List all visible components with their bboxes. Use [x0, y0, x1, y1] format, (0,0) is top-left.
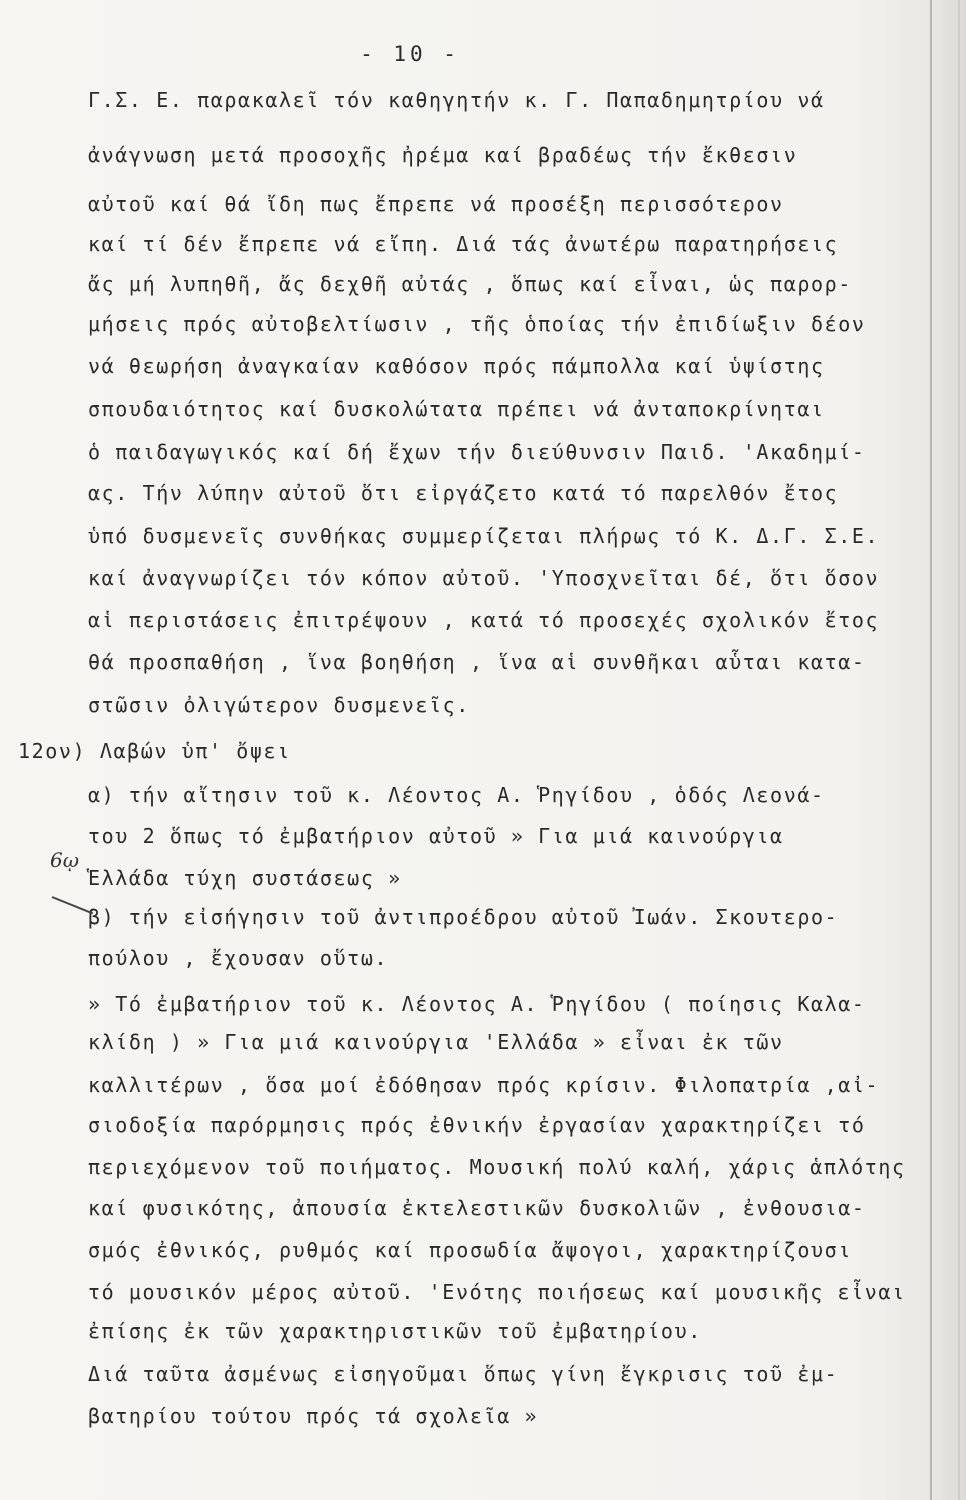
- text-line: του 2 ὅπως τό ἐμβατήριον αὐτοῦ » Για μιά καινούργια: [88, 824, 784, 848]
- text-line: Διά ταῦτα ἀσμένως εἰσηγοῦμαι ὅπως γίνη ἔγκρισις τοῦ ἐμ-: [88, 1362, 839, 1386]
- text-line: νά θεωρήση ἀναγκαίαν καθόσον πρός πάμπολλα καί ὑψίστης: [88, 354, 825, 378]
- text-line: » Τό ἐμβατήριον τοῦ κ. Λέοντος Α. Ῥηγίδου ( ποίησις Καλα-: [88, 992, 866, 1016]
- text-line: καί φυσικότης, ἀπουσία ἐκτελεστικῶν δυσκολιῶν , ἐνθουσια-: [88, 1196, 866, 1220]
- text-line: ἀνάγνωση μετά προσοχῆς ἠρέμα καί βραδέως τήν ἔκθεσιν: [88, 143, 798, 167]
- page-number: - 10 -: [360, 42, 460, 66]
- text-line: καί ἀναγνωρίζει τόν κόπον αὐτοῦ. 'Υποσχνεῖται δέ, ὅτι ὅσον: [88, 566, 880, 590]
- text-line: θά προσπαθήση , ἵνα βοηθήση , ἵνα αἱ συνθῆκαι αὗται κατα-: [88, 650, 866, 674]
- text-line: σιοδοξία παρόρμησις πρός ἐθνικήν ἐργασίαν χαρακτηρίζει τό: [88, 1113, 866, 1137]
- text-line: αὐτοῦ καί θά ἴδη πως ἔπρεπε νά προσέξη περισσότερον: [88, 192, 784, 216]
- text-line: αἱ περιστάσεις ἐπιτρέψουν , κατά τό προσεχές σχολικόν ἔτος: [88, 608, 880, 632]
- section-heading: 12ον) Λαβών ὑπ' ὄψει: [18, 739, 291, 763]
- text-line: ας. Τήν λύπην αὐτοῦ ὅτι εἰργάζετο κατά τό παρελθόν ἔτος: [88, 481, 839, 505]
- text-line: Γ.Σ. Ε. παρακαλεῖ τόν καθηγητήν κ. Γ. Παπαδημητρίου νά: [88, 88, 825, 112]
- text-line: τό μουσικόν μέρος αὐτοῦ. 'Ενότης ποιήσεως καί μουσικῆς εἶναι: [88, 1280, 906, 1304]
- text-line: μήσεις πρός αὐτοβελτίωσιν , τῆς ὁποίας τήν ἐπιδίωξιν δέον: [88, 312, 866, 336]
- handwritten-margin-note: 6ῳ: [50, 848, 80, 872]
- text-line: κλίδη ) » Για μιά καινούργια 'Ελλάδα » εἶναι ἐκ τῶν: [88, 1030, 784, 1054]
- text-line: ἐπίσης ἐκ τῶν χαρακτηριστικῶν τοῦ ἐμβατηρίου.: [88, 1319, 702, 1343]
- page-edge-right: [958, 0, 960, 1500]
- text-line: καί τί δέν ἔπρεπε νά εἴπη. Διά τάς ἀνωτέρω παρατηρήσεις: [88, 232, 839, 256]
- text-line: καλλιτέρων , ὅσα μοί ἐδόθησαν πρός κρίσιν. Φιλοπατρία ,αἰ-: [88, 1073, 880, 1097]
- text-line: σμός ἐθνικός, ρυθμός καί προσωδία ἄψογοι, χαρακτηρίζουσι: [88, 1238, 852, 1262]
- text-line: ὁ παιδαγωγικός καί δή ἔχων τήν διεύθυνσιν Παιδ. 'Ακαδημί-: [88, 440, 866, 464]
- text-line: σπουδαιότητος καί δυσκολώτατα πρέπει νά ἀνταποκρίνηται: [88, 397, 825, 421]
- text-line: περιεχόμενον τοῦ ποιήματος. Μουσική πολύ καλή, χάρις ἁπλότης: [88, 1155, 906, 1179]
- text-line: πούλου , ἔχουσαν οὕτω.: [88, 946, 389, 970]
- text-line: Ἑλλάδα τύχη συστάσεως »: [88, 866, 402, 890]
- handwritten-stroke: [52, 896, 94, 914]
- page-edge-shadow: [930, 0, 932, 1500]
- text-line: ὑπό δυσμενεῖς συνθήκας συμμερίζεται πλήρως τό Κ. Δ.Γ. Σ.Ε.: [88, 524, 880, 548]
- text-line: α) τήν αἴτησιν τοῦ κ. Λέοντος Α. Ῥηγίδου , ὁδός Λεονά-: [88, 783, 825, 807]
- text-line: στῶσιν ὀλιγώτερον δυσμενεῖς.: [88, 693, 470, 717]
- text-line: β) τήν εἰσήγησιν τοῦ ἀντιπροέδρου αὐτοῦ Ἰωάν. Σκουτερο-: [88, 905, 839, 929]
- text-line: βατηρίου τούτου πρός τά σχολεῖα »: [88, 1404, 539, 1428]
- text-line: ἄς μή λυπηθῆ, ἄς δεχθῆ αὐτάς , ὅπως καί εἶναι, ὡς παρορ-: [88, 272, 852, 296]
